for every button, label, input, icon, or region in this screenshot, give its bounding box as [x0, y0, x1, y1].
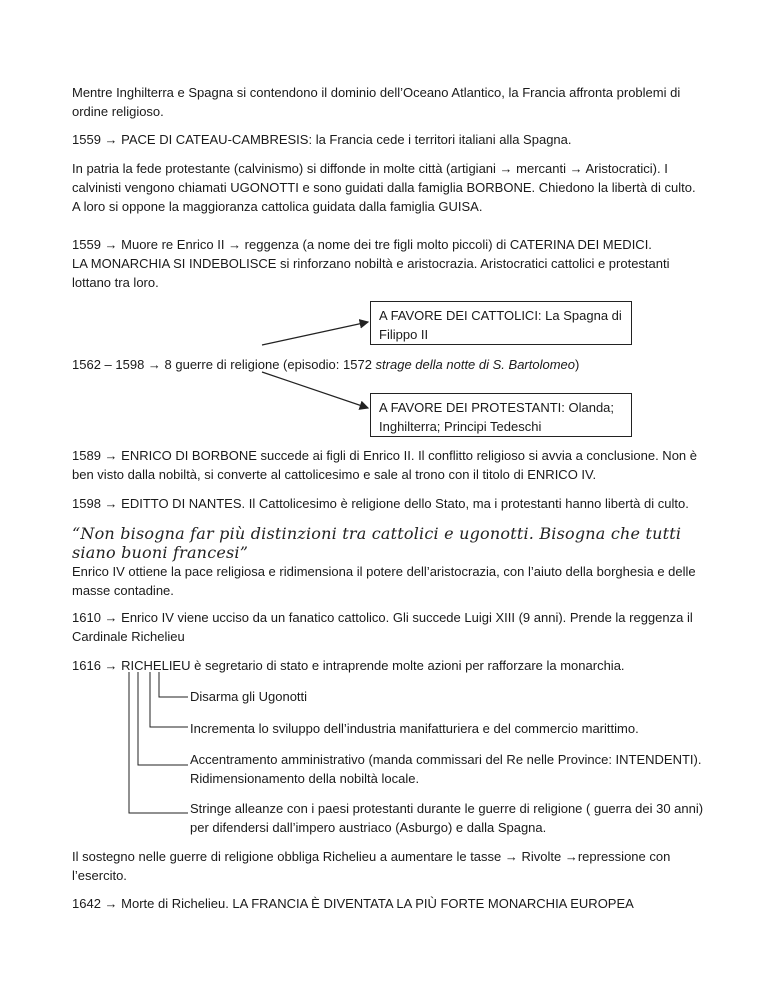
box-protestant-supporters: A FAVORE DEI PROTESTANTI: Olanda; Inghilterra; Principi Tedeschi: [370, 393, 632, 437]
quote-enrico: “Non bisogna far più distinzioni tra cattolici e ugonotti. Bisogna che tutti siano buoni francesi”: [72, 524, 682, 562]
paragraph-1559-death-line1: 1559 → Muore re Enrico II → reggenza (a nome dei tre figli molto piccoli) di CATERINA DEI MEDICI.: [72, 237, 652, 252]
paragraph-taxes: Il sostegno nelle guerre di religione obbliga Richelieu a aumentare le tasse → Rivolte →repressione con l’esercito.: [72, 849, 671, 883]
religion-wars-close: ): [575, 357, 580, 372]
richelieu-action-4: Stringe alleanze con i paesi protestanti durante le guerre di religione ( guerra dei 30 anni) per difendersi dall’impero austriaco (Asburgo) e dalla Spagna.: [190, 801, 704, 835]
religion-wars-episode: strage della notte di S. Bartolomeo: [375, 357, 575, 372]
richelieu-action-1: Disarma gli Ugonotti: [190, 689, 308, 704]
paragraph-protestant-faith: In patria la fede protestante (calvinismo) si diffonde in molte città (artigiani → mercanti → Aristocratici). I calvinisti vengono chiamati UGONOTTI e sono guidati dalla famiglia BORBONE. Chiedono la libertà di culto. A loro si oppone la maggioranza cattolica guidata dalla famiglia GUISA.: [72, 161, 696, 214]
intro-paragraph: Mentre Inghilterra e Spagna si contendono il dominio dell’Oceano Atlantico, la Francia affronta problemi di ordine religioso.: [72, 85, 681, 119]
paragraph-1559-peace: 1559 → PACE DI CATEAU-CAMBRESIS: la Francia cede i territori italiani alla Spagna.: [72, 132, 572, 147]
paragraph-1616: 1616 → RICHELIEU è segretario di stato e intraprende molte azioni per rafforzare la monarchia.: [72, 658, 625, 673]
paragraph-1598-nantes: 1598 → EDITTO DI NANTES. Il Cattolicesimo è religione dello Stato, ma i protestanti hanno libertà di culto.: [72, 496, 689, 511]
arrow-to-catholics: [262, 322, 368, 345]
richelieu-branch-tree: [129, 672, 188, 813]
paragraph-1642: 1642 → Morte di Richelieu. LA FRANCIA È DIVENTATA LA PIÙ FORTE MONARCHIA EUROPEA: [72, 896, 634, 911]
richelieu-action-3: Accentramento amministrativo (manda commissari del Re nelle Province: INTENDENTI). Ridimensionamento della nobiltà locale.: [190, 752, 702, 786]
arrow-to-protestants: [262, 372, 368, 408]
paragraph-1610: 1610 → Enrico IV viene ucciso da un fanatico cattolico. Gli succede Luigi XIII (9 anni). Prende la reggenza il Cardinale Richelieu: [72, 610, 693, 644]
box-catholic-supporters: A FAVORE DEI CATTOLICI: La Spagna di Filippo II: [370, 301, 632, 345]
paragraph-1589-enrico: 1589 → ENRICO DI BORBONE succede ai figli di Enrico II. Il conflitto religioso si avvia a conclusione. Non è ben visto dalla nobiltà, si converte al cattolicesimo e sale al trono con il titolo di ENRICO IV.: [72, 448, 697, 482]
paragraph-1559-death-line2: LA MONARCHIA SI INDEBOLISCE si rinforzano nobiltà e aristocrazia. Aristocratici cattolici e protestanti lottano tra loro.: [72, 256, 670, 290]
richelieu-action-2: Incrementa lo sviluppo dell’industria manifatturiera e del commercio marittimo.: [190, 721, 639, 736]
religion-wars-text: 1562 – 1598 → 8 guerre di religione (episodio: 1572: [72, 357, 376, 372]
paragraph-enrico-peace: Enrico IV ottiene la pace religiosa e ridimensiona il potere dell’aristocrazia, con l’aiuto della borghesia e delle masse contadine.: [72, 564, 696, 598]
